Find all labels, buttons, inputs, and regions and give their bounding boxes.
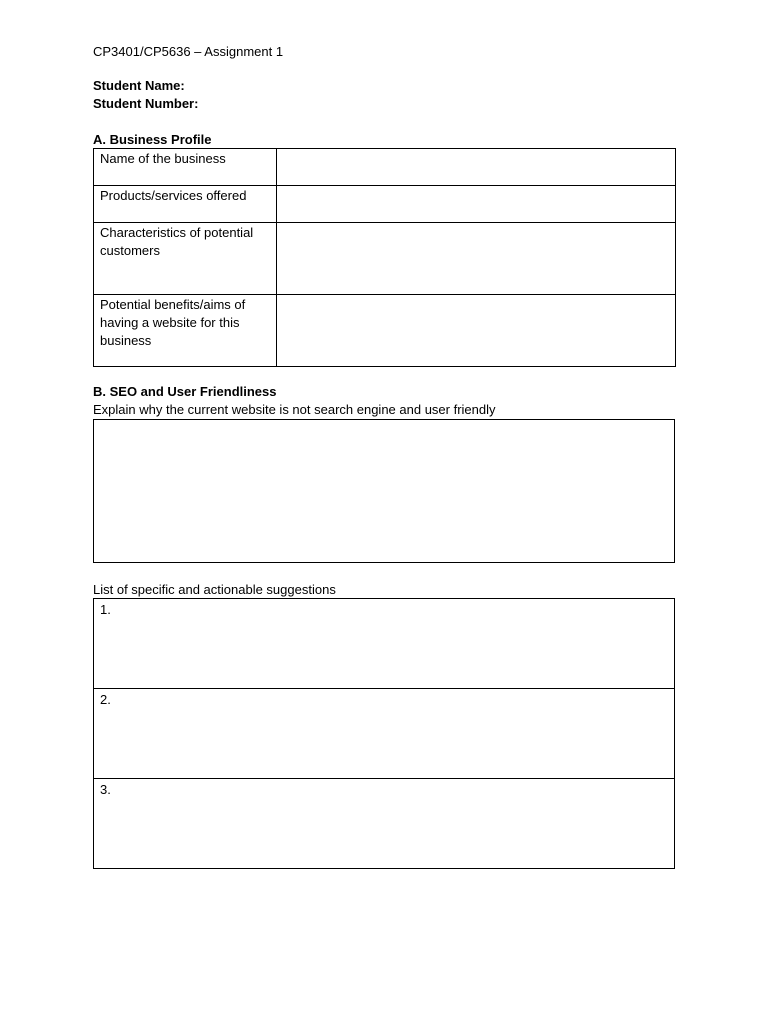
business-name-label: Name of the business <box>94 149 277 186</box>
section-b-heading: B. SEO and User Friendliness <box>93 384 277 399</box>
student-number-label: Student Number: <box>93 96 199 111</box>
suggestion-number: 2. <box>100 692 111 707</box>
suggestion-number: 3. <box>100 782 111 797</box>
customer-characteristics-field[interactable] <box>277 223 676 295</box>
website-benefits-field[interactable] <box>277 295 676 367</box>
suggestion-1-field[interactable] <box>94 599 675 689</box>
table-row <box>94 186 676 223</box>
customer-characteristics-label: Characteristics of potential customers <box>94 223 277 295</box>
table-row <box>94 295 676 367</box>
table-row <box>94 223 676 295</box>
suggestions-label: List of specific and actionable suggestions <box>93 582 336 597</box>
course-title: CP3401/CP5636 – Assignment 1 <box>93 44 284 59</box>
business-profile-table <box>93 148 676 367</box>
products-services-field[interactable] <box>277 186 676 223</box>
table-row <box>94 599 675 689</box>
business-name-field[interactable] <box>277 149 676 186</box>
website-benefits-label: Potential benefits/aims of having a website for this business <box>94 295 277 367</box>
student-name-label: Student Name: <box>93 78 185 93</box>
suggestion-2-field[interactable] <box>94 689 675 779</box>
section-a-heading: A. Business Profile <box>93 132 212 147</box>
products-services-label: Products/services offered <box>94 186 277 223</box>
suggestions-table <box>93 598 675 869</box>
suggestion-3-field[interactable] <box>94 779 675 869</box>
suggestion-number: 1. <box>100 602 111 617</box>
explanation-box[interactable] <box>93 419 675 563</box>
table-row <box>94 779 675 869</box>
table-row <box>94 689 675 779</box>
explanation-prompt: Explain why the current website is not search engine and user friendly <box>93 402 496 417</box>
table-row <box>94 149 676 186</box>
